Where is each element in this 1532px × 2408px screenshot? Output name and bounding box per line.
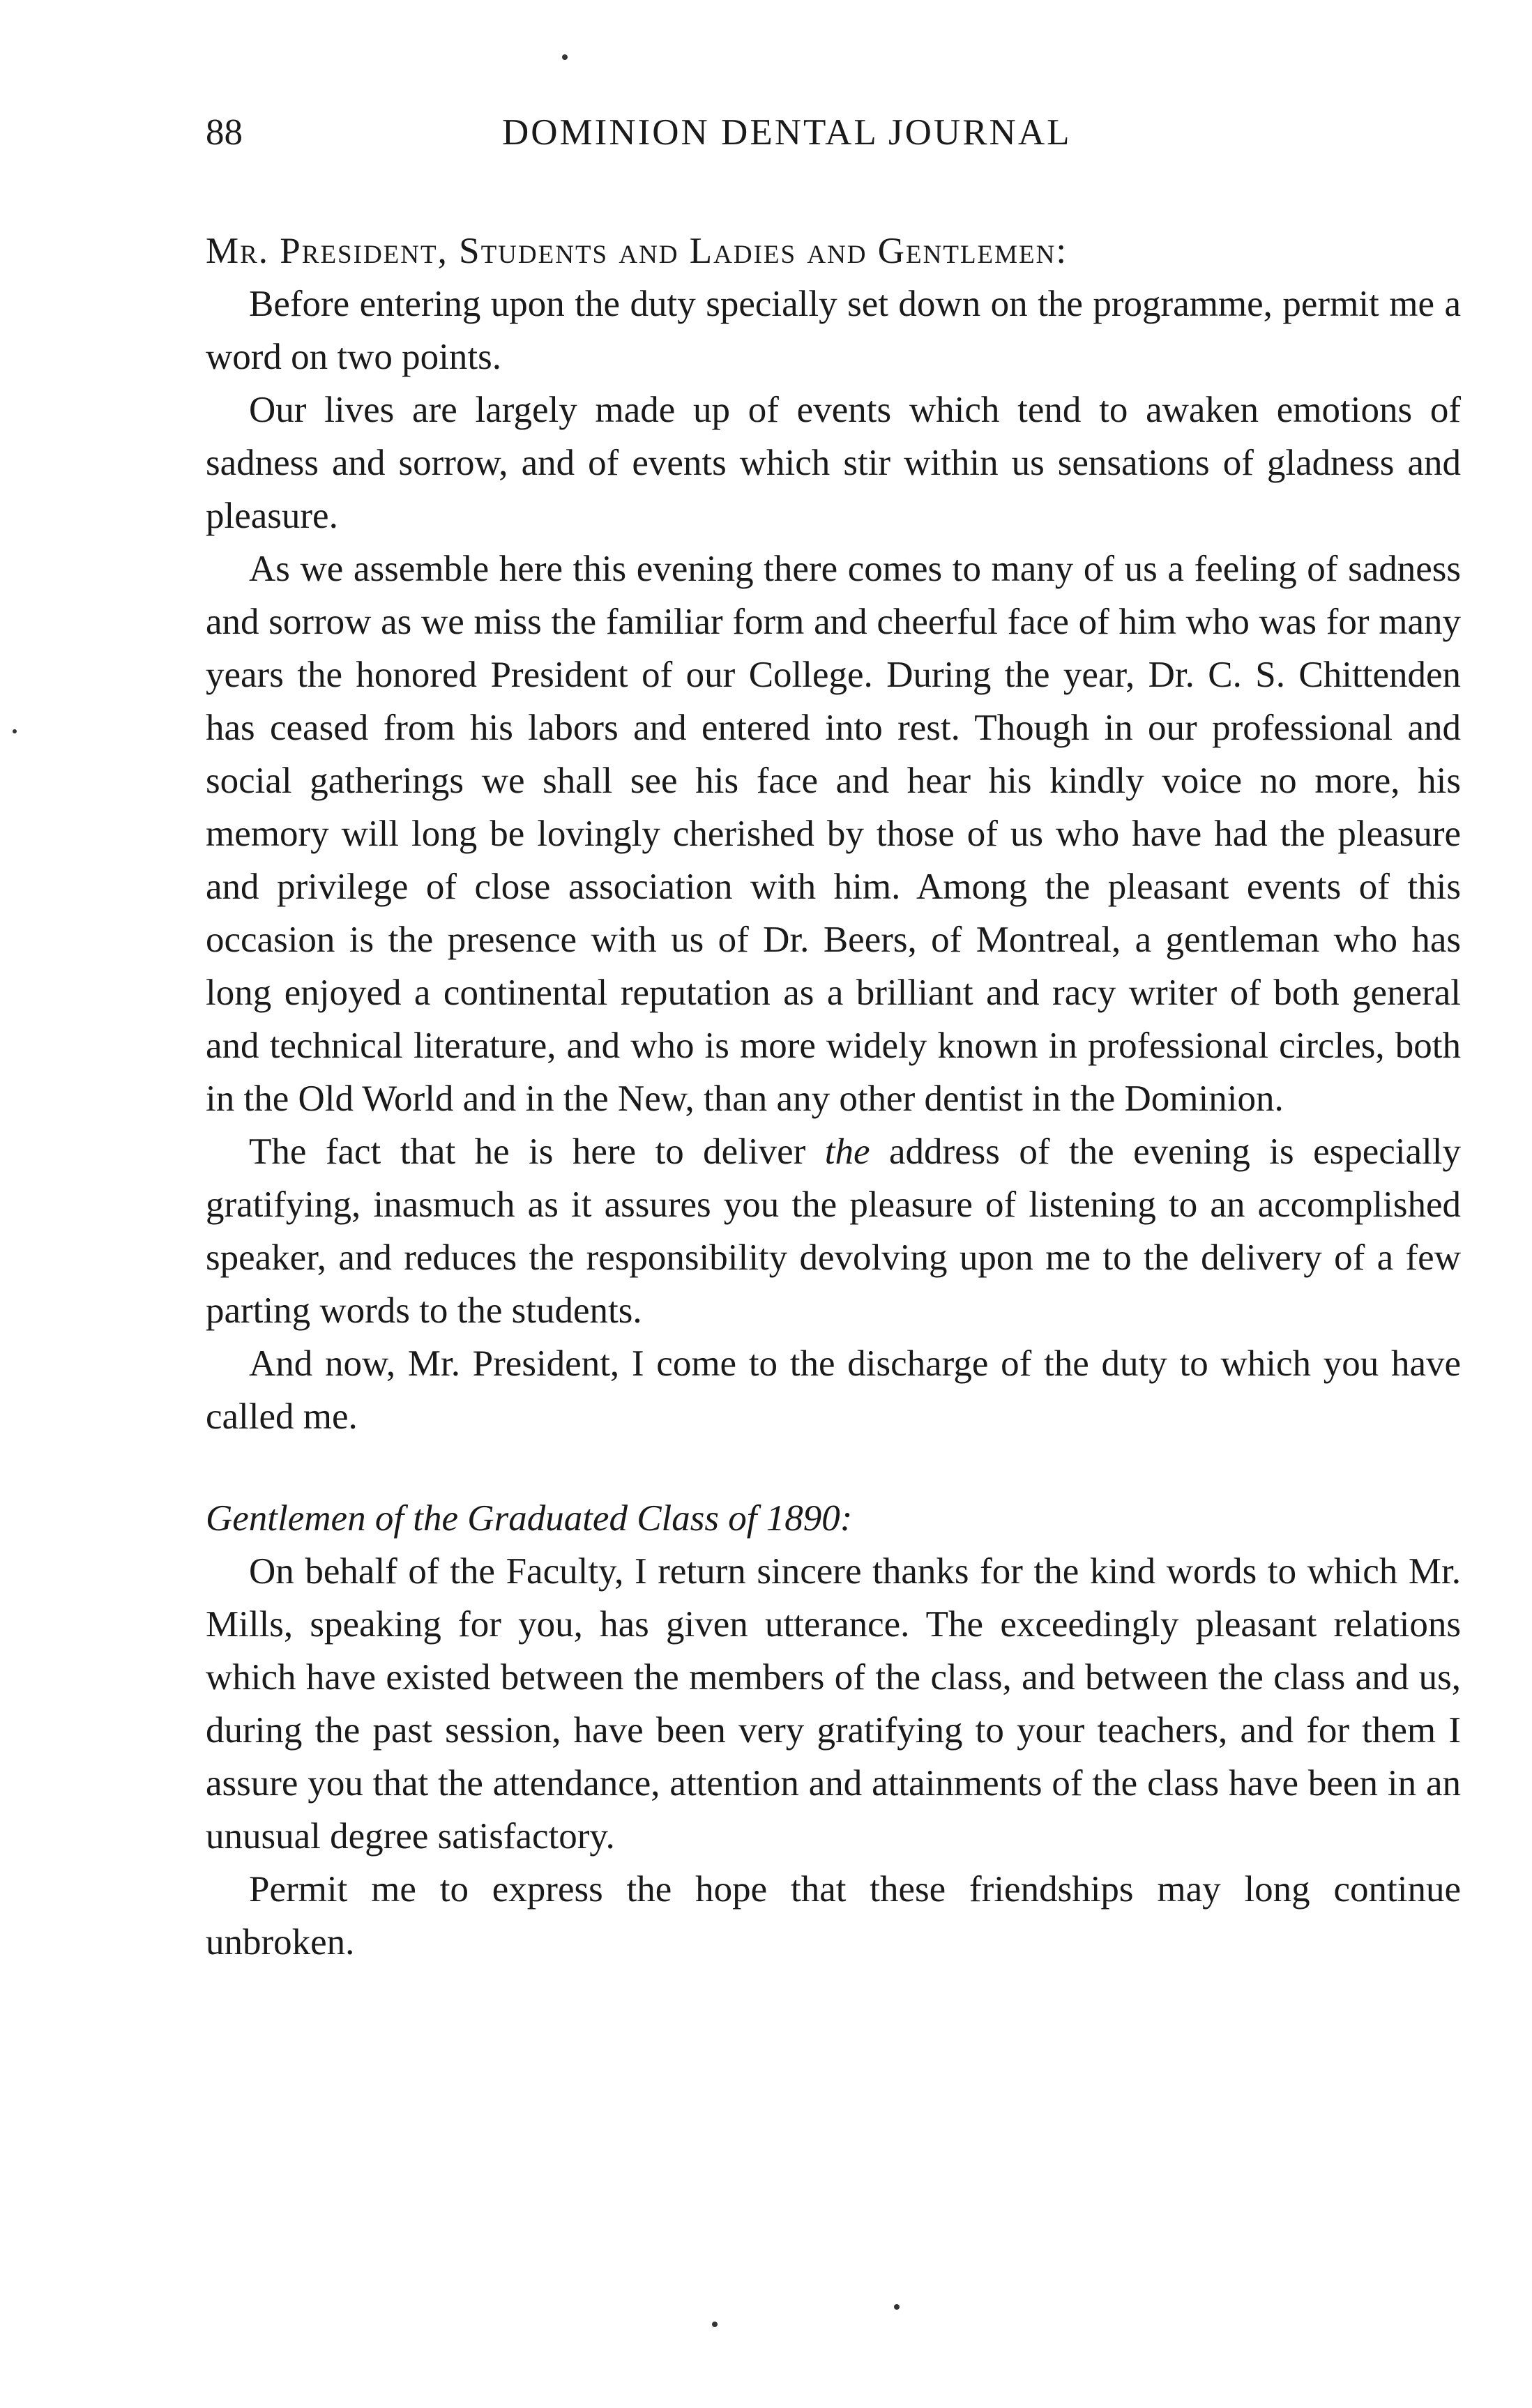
running-header: [206, 105, 1457, 160]
print-speck-bottom-left: [712, 2322, 718, 2327]
paragraph: [206, 1125, 1461, 1337]
paragraph: Permit me to express the hope that these friendships may long continue unbroken.: [206, 1869, 1461, 1963]
emphasized-word: the: [824, 1131, 870, 1172]
paragraph-text: The fact that he is here to deliver: [249, 1131, 825, 1172]
salutation: Mr. President, Students and Ladies and Gentlemen:: [206, 231, 1068, 271]
paragraph: Before entering upon the duty specially set down on the programme, permit me a word on two points.: [206, 284, 1461, 377]
print-speck-bottom-right: [894, 2304, 900, 2310]
journal-title: DOMINION DENTAL JOURNAL: [502, 112, 1072, 153]
paragraph: And now, Mr. President, I come to the discharge of the duty to which you have called me.: [206, 1343, 1461, 1437]
paragraph: As we assemble here this evening there comes to many of us a feeling of sadness and sorrow as we miss the familiar form and cheerful face of him who was for many years the honored President of our College. During the year, Dr. C. S. Chittenden has ceased from his labors and entered into rest. Though in our professional and social gatherings we shall see his face and hear his kindly voice no more, his memory will long be lovingly cherished by those of us who have had the pleasure and privilege of close association with him. Among the pleasant events of this occasion is the presence with us of Dr. Beers, of Montreal, a gentleman who has long enjoyed a continental reputation as a brilliant and racy writer of both general and technical literature, and who is more widely known in professional circles, both in the Old World and in the New, than any other dentist in the Dominion.: [206, 549, 1461, 1119]
paragraph: Our lives are largely made up of events which tend to awaken emotions of sadness and sorrow, and of events which stir within us sensations of gladness and pleasure.: [206, 390, 1461, 536]
paragraph-text: address of the evening is especially gratifying, inasmuch as it assures you the pleasure of listening to an accomplished speaker, and reduces the responsibility devolving upon me to the delivery of a few parting words to the students.: [206, 1131, 1461, 1331]
print-speck-left: [13, 729, 17, 733]
section-heading: Gentlemen of the Graduated Class of 1890:: [206, 1498, 853, 1539]
page-number: 88: [206, 112, 243, 153]
article-body: [206, 224, 1461, 1969]
paragraph: On behalf of the Faculty, I return sincere thanks for the kind words to which Mr. Mills, speaking for you, has given utterance. The exceedingly pleasant relations which have existed between the members of the class, and between the class and us, during the past session, have been very gratifying to your teachers, and for them I assure you that the attendance, attention and attainments of the class have been in an unusual degree satisfactory.: [206, 1551, 1461, 1857]
print-speck-top: [562, 54, 568, 60]
